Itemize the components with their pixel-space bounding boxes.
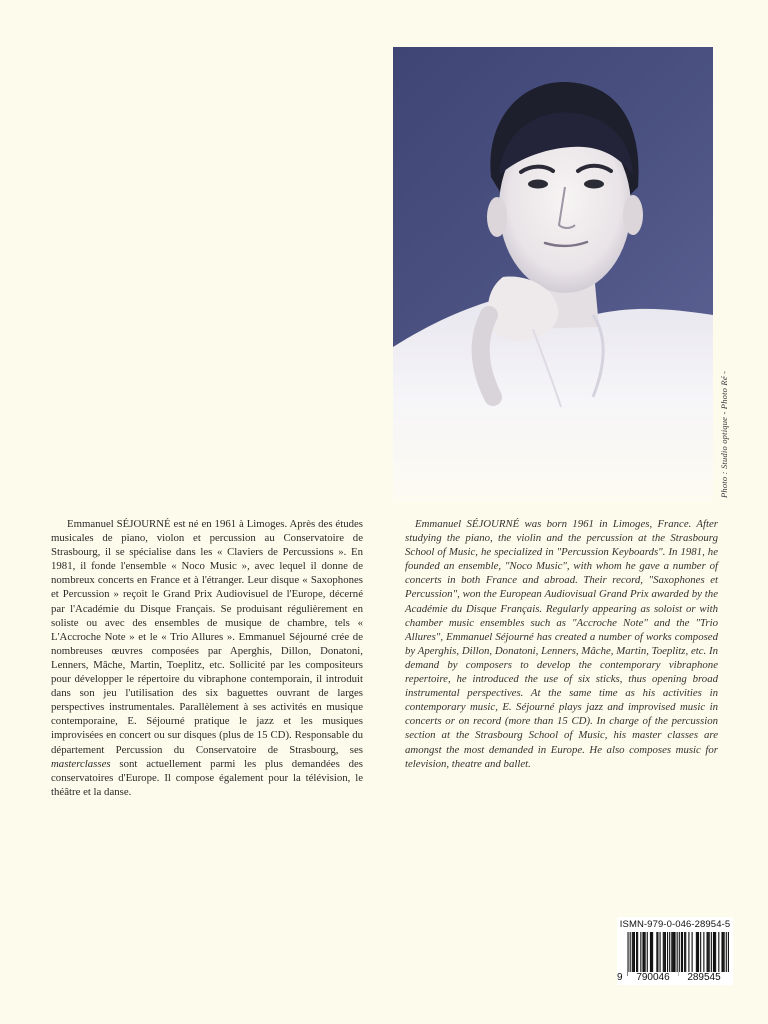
barcode-bar xyxy=(633,932,634,972)
barcode-label xyxy=(617,917,733,985)
biography-french-text-end: sont actuellement parmi les plus demandées des conservatoires d'Europe. Il compose également pour la télévision, le théâtre et la danse. xyxy=(51,757,363,798)
barcode-bar xyxy=(640,932,641,972)
barcode-bar xyxy=(700,932,701,972)
barcode-icon xyxy=(620,932,730,976)
barcode-bar xyxy=(652,932,653,972)
masterclasses-emphasis: masterclasses xyxy=(51,757,111,770)
barcode-bar xyxy=(672,932,673,972)
barcode-bar xyxy=(673,932,674,972)
photo-credit: Photo : Studio optique - Photo Ré - xyxy=(719,370,729,498)
barcode-bar xyxy=(651,932,652,972)
barcode-bar xyxy=(637,932,638,972)
barcode-digits-right: 289545 xyxy=(679,972,729,983)
barcode-bar xyxy=(632,932,633,972)
barcode-bar xyxy=(724,932,725,972)
barcode-bar xyxy=(677,932,678,976)
barcode-bar xyxy=(644,932,645,972)
barcode-bar xyxy=(707,932,708,972)
barcode-bar xyxy=(696,932,697,972)
barcode-bar xyxy=(698,932,699,972)
barcode-bar xyxy=(657,932,658,972)
barcode-bar xyxy=(679,932,680,976)
barcode-bar xyxy=(656,932,657,972)
barcode-bar xyxy=(664,932,665,972)
barcode-bar xyxy=(627,932,628,976)
barcode-bar xyxy=(665,932,666,972)
barcode-bar xyxy=(671,932,672,972)
barcode-bar xyxy=(630,932,631,976)
barcode-bar xyxy=(650,932,651,972)
portrait-photo-icon xyxy=(393,47,713,502)
barcode-bar xyxy=(723,932,724,972)
barcode-bar xyxy=(718,932,719,972)
barcode-bar xyxy=(721,932,722,972)
barcode-digit-first: 9 xyxy=(617,972,623,983)
barcode-bar xyxy=(697,932,698,972)
barcode-bar xyxy=(684,932,685,972)
barcode-bar xyxy=(647,932,648,972)
barcode-bar xyxy=(692,932,693,972)
barcode-bar xyxy=(645,932,646,972)
barcode-bar xyxy=(711,932,712,972)
biography-french-text: Emmanuel SÉJOURNÉ est né en 1961 à Limoges. Après des études musicales de piano, violon et percussion au Conservatoire de Strasbourg, il se spécialise dans les « Claviers de Percussions ». En 1981, il fonde l'ensemble « Noco Music », avec lequel il donne de nombreux concerts en France et à l'étranger. Leur disque « Saxophones et Percussion » reçoit le Grand Prix Audiovisuel de l'Europe, décerné par l'Académie du Disque Français. Se produisant régulièrement en soliste ou avec des ensembles de musique de chambre, tels « L'Accroche Note » et le « Trio Allures ». Emmanuel Séjourné crée de nombreuses œuvres composées par Aperghis, Dillon, Donatoni, Lenners, Mâche, Martin, Toeplitz, etc. Sollicité par les compositeurs pour développer le répertoire du vibraphone contemporain, il introduit dans son jeu l'utilisation des six baguettes ouvrant de larges perspectives instrumentales. Parallèlement à ses activités en musique contemporaine, E. Séjourné pratique le jazz et les musiques improvisées en concert ou sur disques (plus de 15 CD). Responsable du département Percussion du Conservatoire de Strasbourg, ses xyxy=(51,518,363,756)
barcode-bar xyxy=(636,932,637,972)
barcode-digits-left: 790046 xyxy=(628,972,678,983)
biography-english: Emmanuel SÉJOURNÉ was born 1961 in Limoges, France. After studying the piano, the violin and the percussion at the Strasbourg School of Music, he specialized in "Percussion Keyboards". In 1981, he founded an ensemble, "Noco Music", with whom he gave a number of concerts in both France and abroad. Their record, "Saxophones et Percussion", won the European Audiovisual Grand Prix awarded by the Académie du Disque Français. Regularly appearing as soloist or with chamber music ensembles such as "Accroche Note" and the "Trio Allures", Emmanuel Séjourné has created a number of works composed by Aperghis, Dillon, Donatoni, Lenners, Mâche, Martin, Toeplitz, etc. In demand by composers to develop the contemporary vibraphone repertoire, he introduced the use of six sticks, thus opening broad instrumental perspectives. At the same time as his activities in contemporary music, E. Séjourné plays jazz and improvised music in concerts or on record (more than 15 CD). In charge of the percussion section at the Strasbourg School of Music, his master classes are amongst the most demanded in Europe. He also composes music for television, theatre and ballet. xyxy=(405,518,718,770)
barcode-bar xyxy=(634,932,635,972)
ismn-number: ISMN-979-0-046-28954-5 xyxy=(619,919,731,930)
barcode-bar xyxy=(642,932,643,972)
barcode-bar xyxy=(681,932,682,972)
barcode-bar xyxy=(674,932,675,972)
barcode-bar xyxy=(714,932,715,972)
barcode-bar xyxy=(715,932,716,972)
barcode-bar xyxy=(709,932,710,972)
portrait-photo xyxy=(393,47,713,502)
barcode-bar xyxy=(703,932,704,972)
biography-french xyxy=(51,517,363,799)
barcode-bar xyxy=(685,932,686,972)
barcode-bar xyxy=(663,932,664,972)
barcode-bar xyxy=(713,932,714,972)
barcode-bar xyxy=(728,932,729,976)
barcode-bar xyxy=(682,932,683,972)
barcode-bar xyxy=(708,932,709,972)
barcode-bar xyxy=(660,932,661,972)
barcode-bar xyxy=(726,932,727,976)
barcode-bar xyxy=(688,932,689,972)
barcode-bar xyxy=(667,932,668,972)
barcode-bar xyxy=(669,932,670,972)
